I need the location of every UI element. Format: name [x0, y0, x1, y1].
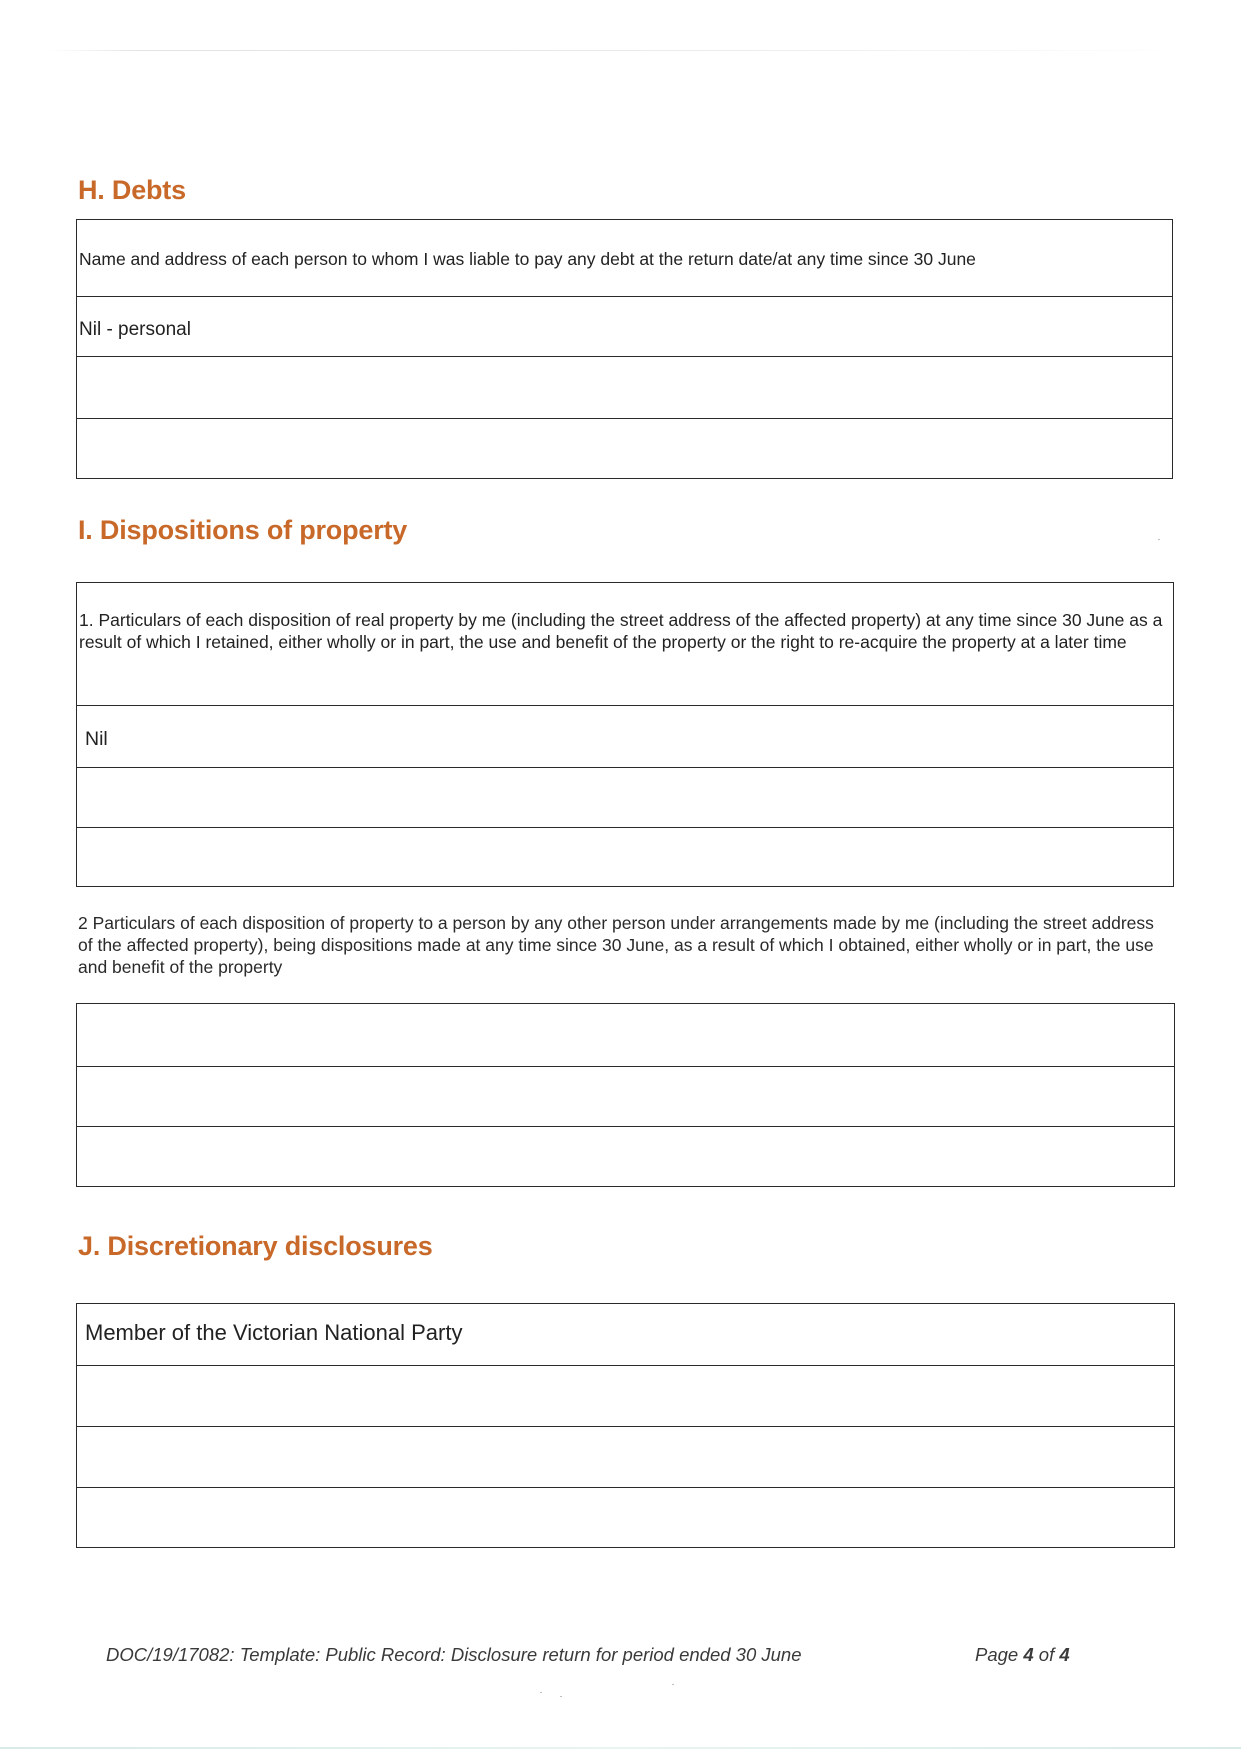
- discretionary-answer-row: [77, 1487, 1174, 1547]
- section-heading-discretionary: J. Discretionary disclosures: [78, 1231, 433, 1261]
- page-of: of: [1038, 1644, 1055, 1665]
- debts-question-row: [77, 220, 1172, 296]
- dispositions-q1-answer: Nil: [85, 728, 108, 750]
- debts-question: Name and address of each person to whom I was liable to pay any debt at the return date/at any time since 30 June: [79, 249, 976, 269]
- debts-answer-row: [77, 296, 1172, 356]
- debts-answer-row: [77, 356, 1172, 418]
- dispositions-q1-question: 1. Particulars of each disposition of real property by me (including the street address of the affected property) at any time since 30 June as a result of which I retained, either wholly or in part, the use and benefit of the property or the right to re-acquire the property at a later time: [79, 610, 1163, 652]
- scan-speck: [1158, 539, 1160, 540]
- section-heading-dispositions: I. Dispositions of property: [78, 515, 408, 545]
- dispositions-q2-table: [76, 1003, 1175, 1187]
- discretionary-answer-row: [77, 1304, 1174, 1365]
- scan-speck: [672, 1684, 674, 1685]
- dispositions-q1-question-row: [77, 583, 1173, 705]
- discretionary-table: [76, 1303, 1175, 1548]
- footer-doc-reference: DOC/19/17082: Template: Public Record: Disclosure return for period ended 30 June: [106, 1644, 802, 1665]
- dispositions-q2-question: 2 Particulars of each disposition of property to a person by any other person under arrangements made by me (including the street address of the affected property), being dispositions made at any time since 30 June, as a result of which I obtained, either wholly or in part, the use and benefit of the property: [78, 913, 1154, 977]
- discretionary-answer-row: [77, 1426, 1174, 1487]
- scan-speck: [540, 1692, 542, 1693]
- debts-answer-row: [77, 418, 1172, 478]
- dispositions-q1-answer-row: [77, 705, 1173, 767]
- dispositions-q1-table: [76, 582, 1174, 887]
- debts-answer: Nil - personal: [79, 319, 191, 340]
- page-current: 4: [1023, 1644, 1034, 1665]
- dispositions-q2-answer-row: [77, 1126, 1174, 1186]
- page-total: 4: [1059, 1644, 1070, 1665]
- discretionary-answer-row: [77, 1365, 1174, 1426]
- dispositions-q1-answer-row: [77, 767, 1173, 827]
- section-heading-debts: H. Debts: [78, 175, 186, 205]
- debts-table: [76, 219, 1173, 479]
- scan-top-line: [48, 50, 1198, 51]
- page-label: Page: [975, 1644, 1019, 1665]
- dispositions-q1-answer-row: [77, 827, 1173, 887]
- dispositions-q2-answer-row: [77, 1004, 1174, 1066]
- footer-page-number: [975, 1644, 1070, 1666]
- discretionary-answer: Member of the Victorian National Party: [85, 1320, 463, 1345]
- scan-speck: [560, 1696, 562, 1697]
- dispositions-q2-answer-row: [77, 1066, 1174, 1126]
- scan-bottom-edge: [0, 1747, 1241, 1749]
